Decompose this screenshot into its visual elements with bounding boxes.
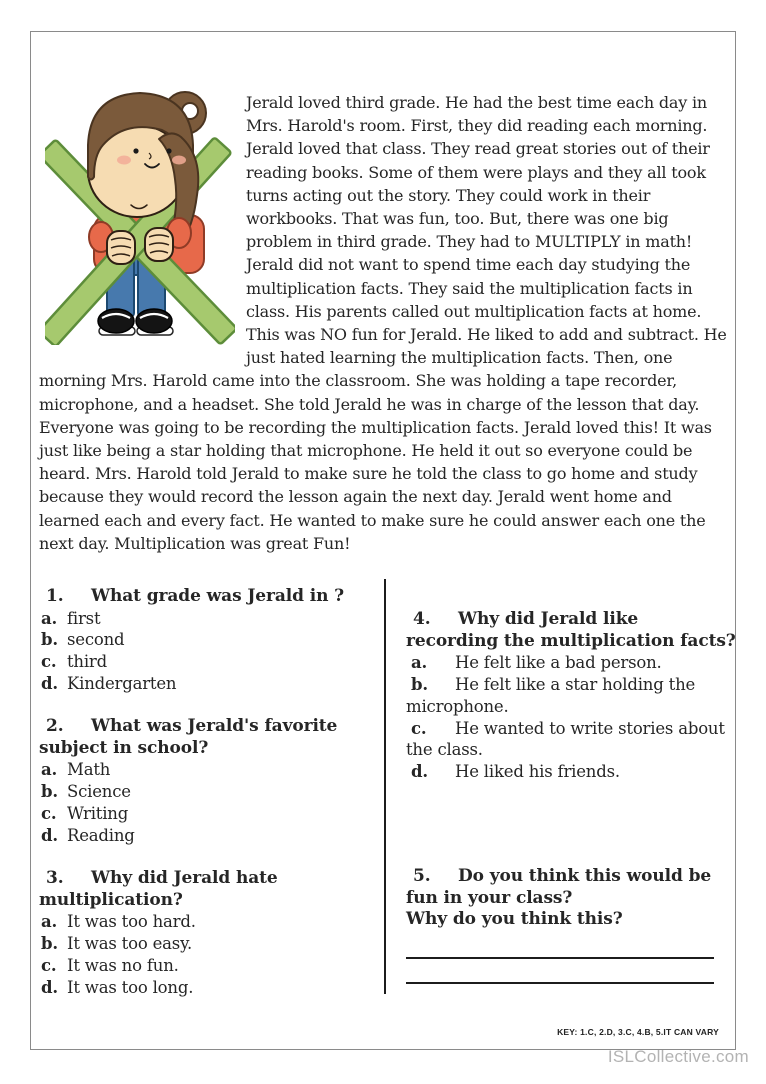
question-1-number: 1. [46, 586, 64, 606]
question-2-option-b: b. Science [41, 782, 131, 802]
question-4 [406, 609, 736, 783]
question-2-option-d: d. Reading [41, 825, 135, 845]
right-shoe [136, 309, 172, 333]
girl-hugging-x-illustration [39, 87, 235, 345]
page-border [30, 31, 736, 1050]
passage-paragraph-1: Jerald loved third grade. He had the best time each day in Mrs. Harold's room. First, they did reading each morning. Jerald loved that class. They read great stories out of their reading books. Some of them were plays and they all took turns acting out the story. They could work in their workbooks. That was fun, too. But, there was one big problem in third grade. They had to MULTIPLY in math! [246, 93, 710, 252]
question-3-option-b: b. It was too easy. [41, 934, 193, 954]
question-3-option-c: c. It was no fun. [41, 955, 179, 975]
question-1-option-a: a. first [41, 608, 101, 628]
question-3-number: 3. [46, 868, 64, 888]
question-2-option-a: a. Math [41, 760, 111, 780]
passage-paragraph-2: Jerald did not want to spend time each day studying the multiplication facts. They said the multiplication facts in class. His parents called out multiplication facts at home. This was NO fun for Jerald. He liked to add and subtract. He just hated learning the multiplication facts. Then, one morning Mrs. Harold came into the classroom. She was holding a tape recorder, microphone, and a headset. She told Jerald he was in charge of the lesson that day. Everyone was going to be recording the multiplication facts. Jerald loved this! It was just like being a star holding that microphone. He held it out so everyone could be heard. Mrs. Harold told Jerald to make sure he told the class to go home and study because they would record the lesson again the next day. Jerald went home and learned each and every fact. He wanted to make sure he could answer each one the next day. Multiplication was great Fun! [39, 255, 727, 553]
question-4-option-a: a. He felt like a bad person. [411, 653, 662, 673]
left-cheek [117, 156, 131, 165]
question-2-option-c: c. Writing [41, 803, 129, 823]
question-2-title: 2. What was Jerald's favorite subject in school? [39, 716, 338, 758]
question-5-number: 5. [413, 866, 431, 886]
reading-passage [39, 91, 731, 555]
question-3-title: 3. Why did Jerald hate multiplication? [39, 868, 278, 910]
question-1-option-c: c. third [41, 652, 107, 672]
left-eye [133, 148, 138, 153]
answer-line-2 [406, 982, 714, 984]
answer-line-1 [406, 957, 714, 959]
question-4-option-b: b. He felt like a star holding the microphone. [406, 675, 696, 716]
multiplication-girl-svg [45, 87, 235, 345]
column-divider [384, 579, 386, 994]
question-3-option-d: d. It was too long. [41, 977, 194, 997]
left-shoe [98, 309, 134, 333]
question-2 [39, 716, 379, 846]
right-cheek [172, 156, 186, 165]
question-4-number: 4. [413, 609, 431, 629]
question-1 [39, 586, 379, 695]
question-5-title: 5. Do you think this would be fun in your class? [406, 866, 712, 908]
question-4-option-d: d. He liked his friends. [411, 761, 620, 781]
question-4-option-c: c. He wanted to write stories about the class. [406, 718, 725, 760]
question-3 [39, 868, 379, 998]
question-1-title: 1. What grade was Jerald in ? [39, 586, 379, 608]
right-eye [166, 148, 171, 153]
question-3-option-a: a. It was too hard. [41, 912, 196, 932]
islcollective-watermark: ISLCollective.com [607, 1047, 749, 1066]
answer-key: KEY: 1.C, 2.D, 3.C, 4.B, 5.IT CAN VARY [557, 1027, 719, 1037]
question-5-title-2: Why do you think this? [406, 909, 623, 930]
question-1-option-b: b. second [41, 630, 125, 650]
question-4-title: 4. Why did Jerald like recording the multiplication facts? [406, 609, 736, 651]
question-2-number: 2. [46, 716, 64, 736]
question-5 [406, 866, 736, 931]
question-1-option-d: d. Kindergarten [41, 673, 177, 693]
